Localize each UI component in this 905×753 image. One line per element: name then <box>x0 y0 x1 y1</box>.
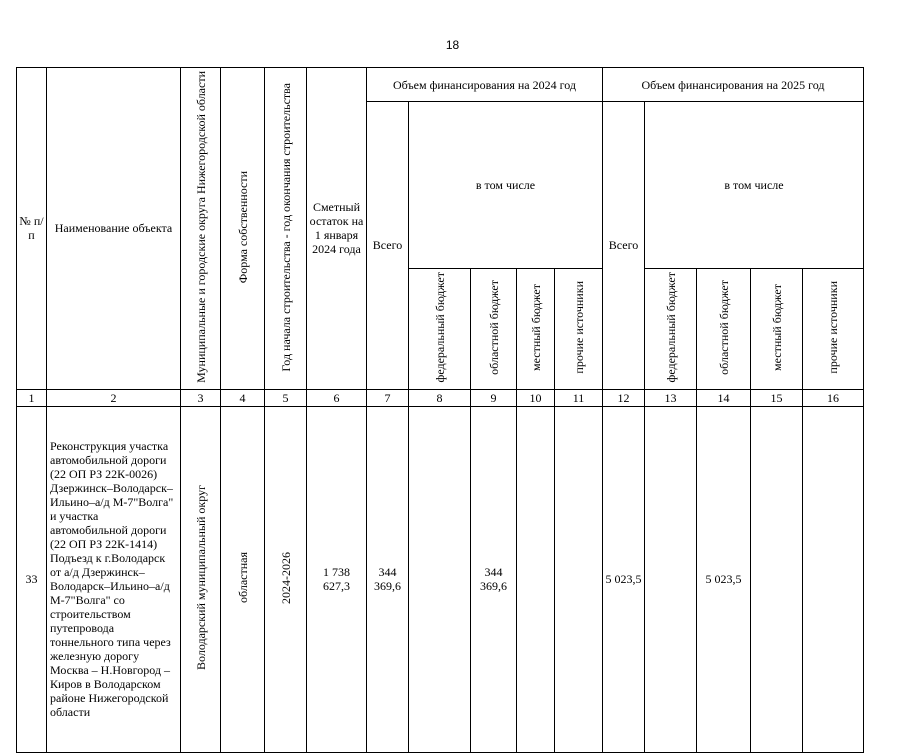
header-regional-2025-text: областной бюджет <box>716 280 731 375</box>
header-ownership-text: Форма собственности <box>235 170 250 284</box>
header-local-2024-text: местный бюджет <box>528 284 543 372</box>
header-municipality <box>181 68 221 390</box>
header-federal-2024 <box>409 269 471 389</box>
header-local-2025 <box>751 269 803 389</box>
header-regional-2025 <box>697 269 751 389</box>
header-regional-2024-text: областной бюджет <box>486 280 501 375</box>
column-number: 3 <box>181 389 221 406</box>
row-ownership-text: областная <box>235 552 250 604</box>
row-municipality <box>181 406 221 752</box>
row-total-2025: 5 023,5 <box>603 406 645 752</box>
row-local-2025 <box>751 406 803 752</box>
header-regional-2024 <box>471 269 517 389</box>
row-other-2025 <box>803 406 864 752</box>
column-number: 16 <box>803 389 864 406</box>
header-years-text: Год начала строительства - год окончания строительства <box>278 82 293 372</box>
page-number: 18 <box>445 38 460 52</box>
column-number: 5 <box>265 389 307 406</box>
column-number: 15 <box>751 389 803 406</box>
row-federal-2024 <box>409 406 471 752</box>
header-total-2024: Всего <box>367 102 409 390</box>
header-local-2024 <box>517 269 555 389</box>
row-municipality-text: Володарский муниципальный округ <box>193 485 208 671</box>
row-other-2024 <box>555 406 603 752</box>
row-years-text: 2024-2026 <box>278 551 293 604</box>
financing-table <box>16 67 864 753</box>
row-regional-2024: 344 369,6 <box>471 406 517 752</box>
row-remaining: 1 738 627,3 <box>307 406 367 752</box>
column-numbers-row <box>17 389 864 406</box>
column-number: 8 <box>409 389 471 406</box>
header-years <box>265 68 307 390</box>
header-municipality-text: Муниципальные и городские округа Нижегородской области <box>193 71 208 383</box>
column-number: 2 <box>47 389 181 406</box>
header-federal-2025-text: федеральный бюджет <box>663 272 678 383</box>
header-remaining: Сметный остаток на 1 января 2024 года <box>307 68 367 390</box>
column-number: 1 <box>17 389 47 406</box>
header-total-2025: Всего <box>603 102 645 390</box>
header-other-2025 <box>803 269 864 389</box>
header-other-2024 <box>555 269 603 389</box>
header-num: № п/п <box>17 68 47 390</box>
header-other-2025-text: прочие источники <box>826 281 840 374</box>
row-total-2024: 344 369,6 <box>367 406 409 752</box>
row-years <box>265 406 307 752</box>
column-number: 13 <box>645 389 697 406</box>
header-fin-2025: Объем финансирования на 2025 год <box>603 68 864 102</box>
row-regional-2025: 5 023,5 <box>697 406 751 752</box>
header-ownership <box>221 68 265 390</box>
column-number: 6 <box>307 389 367 406</box>
header-local-2025-text: местный бюджет <box>769 284 784 372</box>
row-federal-2025 <box>645 406 697 752</box>
header-federal-2025 <box>645 269 697 389</box>
column-number: 10 <box>517 389 555 406</box>
column-number: 9 <box>471 389 517 406</box>
column-number: 11 <box>555 389 603 406</box>
table-row <box>17 406 864 752</box>
header-row-1 <box>17 68 864 102</box>
column-number: 4 <box>221 389 265 406</box>
row-object-name: Реконструкция участка автомобильной дороги (22 ОП РЗ 22К-0026) Дзержинск–Володарск–Ильино–а/д М-7"Волга" и участка автомобильной дороги (22 ОП РЗ 22К-1414) Подъезд к г.Володарск от а/д Дзержинск–Володарск–Ильино–а/д М-7"Волга" со строительством путепровода тоннельного типа через железную дорогу Москва – Н.Новгород – Киров в Володарском районе Нижегородской области <box>47 406 181 752</box>
header-incl-2025: в том числе <box>645 102 864 269</box>
column-number: 12 <box>603 389 645 406</box>
row-ownership <box>221 406 265 752</box>
header-name: Наименование объекта <box>47 68 181 390</box>
header-other-2024-text: прочие источники <box>571 281 586 374</box>
header-federal-2024-text: федеральный бюджет <box>432 272 447 383</box>
column-number: 14 <box>697 389 751 406</box>
column-number: 7 <box>367 389 409 406</box>
row-local-2024 <box>517 406 555 752</box>
header-fin-2024: Объем финансирования на 2024 год <box>367 68 603 102</box>
header-incl-2024: в том числе <box>409 102 603 269</box>
row-num: 33 <box>17 406 47 752</box>
